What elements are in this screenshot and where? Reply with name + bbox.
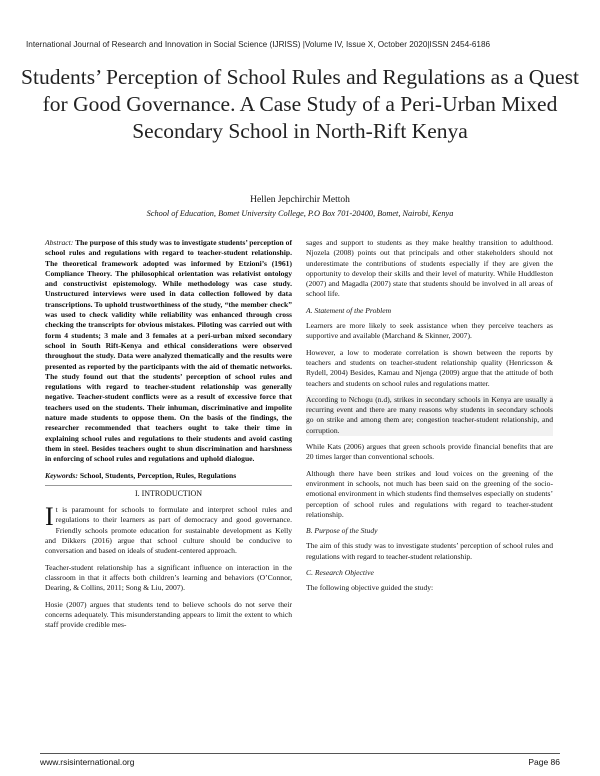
right-paragraph-4: According to Nchogu (n.d), strikes in secondary schools in Kenya are usually a recurring event and there are many reasons why students in secondary schools go on strike and among them are; congestion teacher-student relationship, and corruption. — [306, 394, 553, 435]
keywords-text: School, Students, Perception, Rules, Regulations — [79, 470, 237, 480]
section-heading-introduction: I. INTRODUCTION — [45, 485, 292, 499]
keywords — [45, 471, 292, 481]
right-paragraph-2: Learners are more likely to seek assistance when they perceive teachers as supportive and available (Marchand & Skinner, 2007). — [306, 321, 553, 341]
footer-website-link[interactable]: www.rsisinternational.org — [40, 757, 135, 767]
paper-title: Students’ Perception of School Rules and Regulations as a Quest for Good Governance. A Case Study of a Peri-Urban Mixed Secondary School in North-Rift Kenya — [21, 65, 579, 143]
intro-paragraph-1-text: t is paramount for schools to formulate and interpret school rules and regulations to their learners as part of democracy and good governance. Friendly schools promote education for sustainable development as Kelly and Dikkers (2016) argue that school culture should be conducive to conversation and based on ideals of student-centered approach. — [45, 505, 292, 556]
keywords-label: Keywords: — [45, 470, 78, 480]
author-name: Hellen Jepchirchir Mettoh — [250, 195, 350, 205]
right-paragraph-1: sages and support to students as they make healthy transition to adulthood. Njozela (2008) points out that principals and other stakeholders should not underestimate the contributions of students especially if they are given the opportunity to develop their skills and their level of maturity. While Huddleston (2007) and Magadla (2007) state that students should be involved in all areas of school life. — [306, 238, 553, 299]
right-paragraph-8: The following objective guided the study: — [306, 583, 434, 593]
footer-divider — [40, 753, 560, 754]
journal-header: International Journal of Research and Innovation in Social Science (IJRISS) |Volume IV, Issue X, October 2020|ISSN 2454-6186 — [26, 40, 491, 49]
footer-page-number: Page 86 — [528, 757, 560, 767]
intro-paragraph-3: Hosie (2007) argues that students tend to believe schools do not serve their concerns adequately. This misunderstanding appears to limit the extent to which staff provide credible mes- — [45, 599, 292, 630]
right-paragraph-7: The aim of this study was to investigate students’ perception of school rules and regulations with regard to teacher-student relationship. — [306, 541, 553, 561]
subheading-statement-of-problem: A. Statement of the Problem — [306, 305, 392, 315]
right-paragraph-3: However, a low to moderate correlation is shown between the reports by teachers and students on teacher-student relationship quality (Henricsson & Rydell, 2004) Besides, Kamau and Njenga (2009) argue that the attitude of both teachers and students on school rules and regulations matter. — [306, 347, 553, 388]
left-column — [45, 238, 292, 636]
right-paragraph-6: Although there have been strikes and loud voices on the greening of the environment in schools, not much has been said on the greening of the socio-emotional environment in which students find themselves especially on students’ perception of school rules and regulations with regard to teacher-student relationship. — [306, 468, 553, 519]
intro-paragraph-2: Teacher-student relationship has a significant influence on interaction in the classroom in that it affects both children’s learning and behaviors (O’Connor, Dearing, & Collins, 2011; Song & Liu, 2007). — [45, 562, 292, 593]
subheading-research-objective: C. Research Objective — [306, 568, 374, 578]
right-column — [306, 238, 553, 600]
abstract-label: Abstract: — [45, 238, 74, 247]
subheading-purpose-of-study: B. Purpose of the Study — [306, 526, 378, 536]
author-affiliation: School of Education, Bomet University College, P.O Box 701-20400, Bomet, Nairobi, Kenya — [146, 209, 454, 218]
drop-cap: I — [45, 502, 54, 532]
abstract — [45, 238, 292, 465]
abstract-text: The purpose of this study was to investigate students’ perception of school rules and regulations with regard to teacher-student relationship. The theoretical framework adopted was informed by Etzioni’s (1961) Compliance Theory. The philosophical orientation was relativist ontology and constructivist epistemology. While methodology was case study. Unstructured interviews were used in data collection followed by data transcriptions. To uphold trustworthiness of the study, “the member check” was used to check validity while reliability was enhanced through cross checking the transcripts for obvious mistakes. Piloting was carried out with form 4 students; 3 male and 3 females at a peri-urban mixed secondary school in South Rift-Kenya and ethical considerations were observed throughout the study. Data were analyzed thematically and the results were presented as reported by the participants with the aid of thematic networks. The study found out that the students’ perception of school rules and regulations with regard to teacher-student relationship was generally negative. Teacher-student conflicts were as a result of excessive force that teachers used on the students. Their inhuman, discriminative and impolite nature made students to oppose them. On the basis of the findings, the researcher recommended that teachers ought to take their time in explaining school rules and regulations to their students and avoid casting them in steel. Besides teachers ought to shun discrimination and harshness in enforcing of school rules and regulations and uphold dialogue. — [45, 238, 292, 464]
intro-paragraph-1 — [45, 502, 292, 556]
right-paragraph-5: While Kats (2006) argues that green schools provide financial benefits that are 20 times larger than conventional schools. — [306, 442, 553, 462]
